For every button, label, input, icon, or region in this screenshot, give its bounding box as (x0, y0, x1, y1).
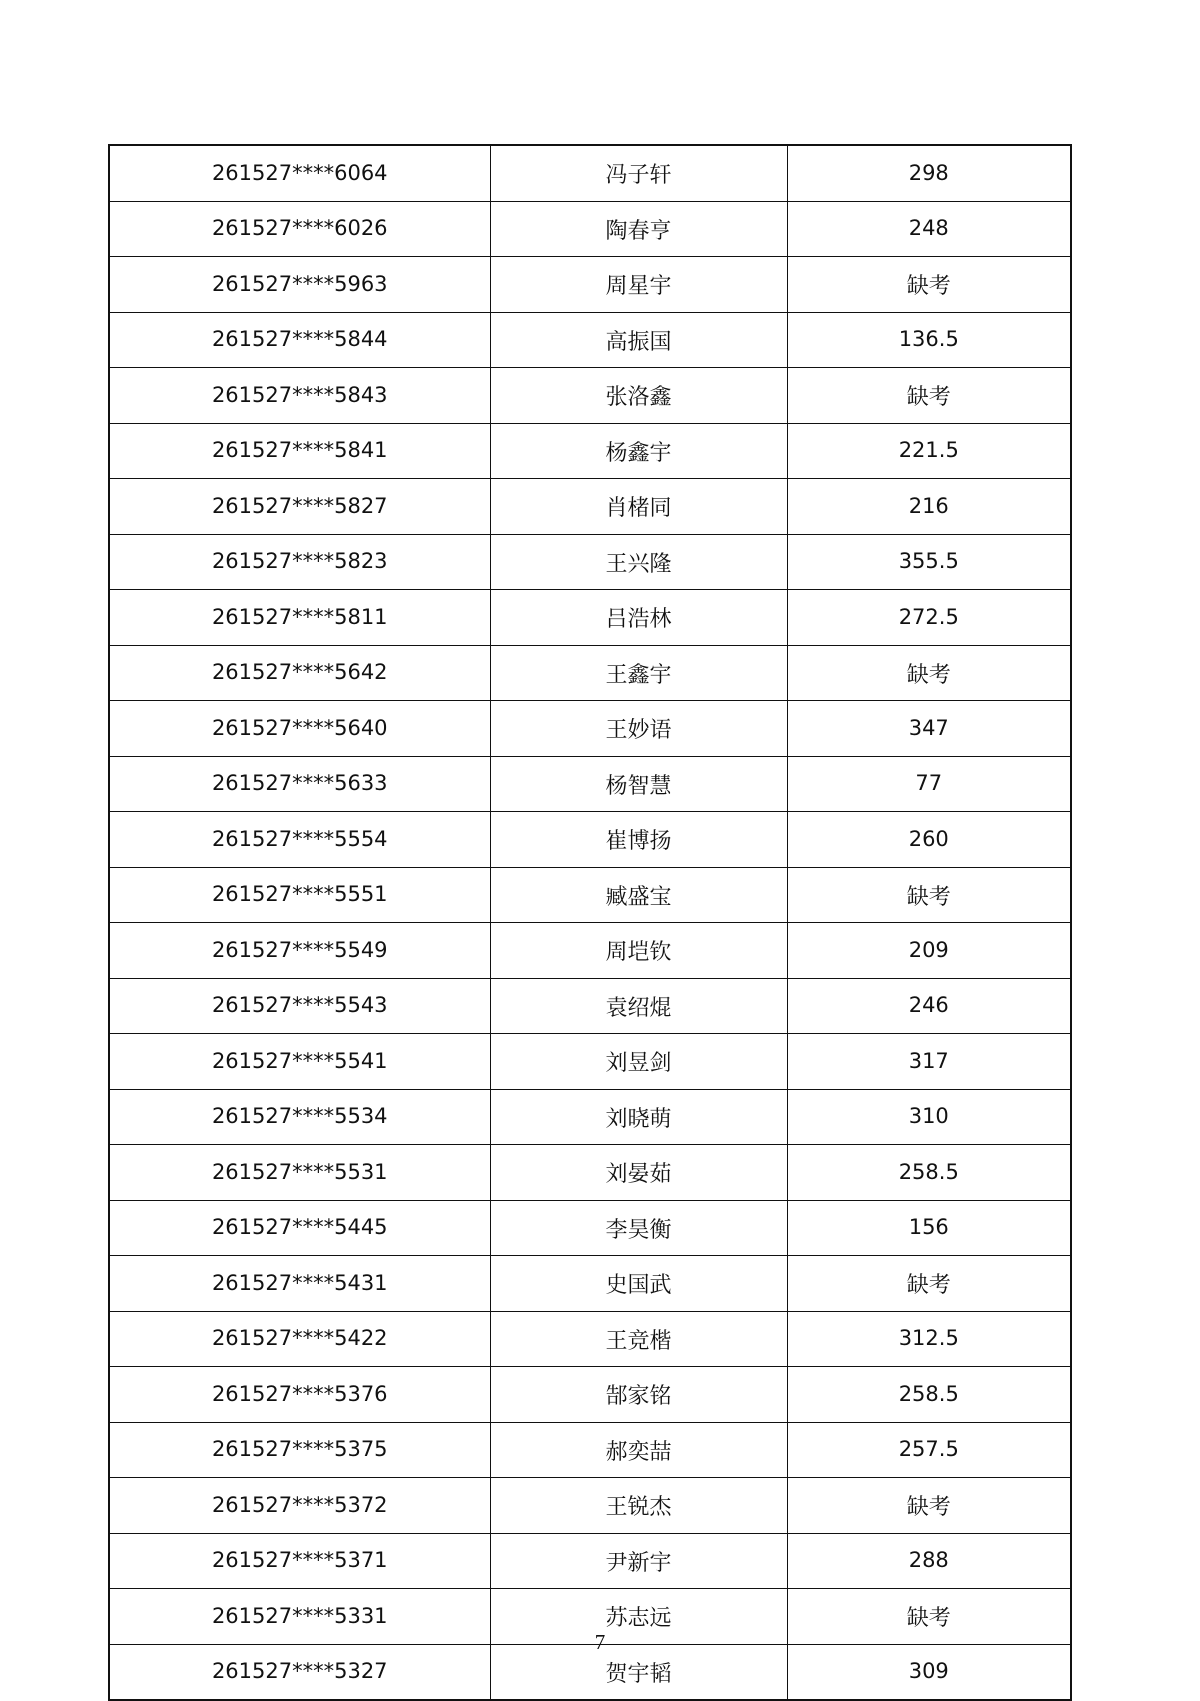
candidate-id-cell: 261527****5642 (109, 645, 490, 701)
score-cell: 246 (787, 978, 1071, 1034)
candidate-id-cell: 261527****5633 (109, 756, 490, 812)
table-row (109, 257, 1071, 313)
score-cell: 248 (787, 201, 1071, 257)
table-row (109, 756, 1071, 812)
candidate-name-cell: 周垲钦 (490, 923, 787, 979)
score-cell: 209 (787, 923, 1071, 979)
score-cell: 288 (787, 1533, 1071, 1589)
table-row (109, 1311, 1071, 1367)
candidate-name-cell: 王竞楷 (490, 1311, 787, 1367)
table-row (109, 1367, 1071, 1423)
score-cell: 347 (787, 701, 1071, 757)
score-cell: 355.5 (787, 534, 1071, 590)
score-cell: 缺考 (787, 368, 1071, 424)
candidate-name-cell: 郝奕喆 (490, 1422, 787, 1478)
candidate-id-cell: 261527****5551 (109, 867, 490, 923)
score-cell: 257.5 (787, 1422, 1071, 1478)
candidate-name-cell: 杨智慧 (490, 756, 787, 812)
candidate-id-cell: 261527****5543 (109, 978, 490, 1034)
candidate-name-cell: 高振国 (490, 312, 787, 368)
table-row (109, 1034, 1071, 1090)
candidate-id-cell: 261527****5534 (109, 1089, 490, 1145)
table-row (109, 145, 1071, 201)
table-row (109, 923, 1071, 979)
candidate-name-cell: 苏志远 (490, 1589, 787, 1645)
candidate-id-cell: 261527****5372 (109, 1478, 490, 1534)
candidate-name-cell: 刘晏茹 (490, 1145, 787, 1201)
candidate-name-cell: 肖楮同 (490, 479, 787, 535)
candidate-name-cell: 郜家铭 (490, 1367, 787, 1423)
table-row (109, 534, 1071, 590)
candidate-id-cell: 261527****5531 (109, 1145, 490, 1201)
candidate-id-cell: 261527****5823 (109, 534, 490, 590)
score-cell: 缺考 (787, 867, 1071, 923)
table-row (109, 1422, 1071, 1478)
candidate-id-cell: 261527****5843 (109, 368, 490, 424)
score-cell: 156 (787, 1200, 1071, 1256)
candidate-id-cell: 261527****5327 (109, 1644, 490, 1700)
candidate-name-cell: 张洛鑫 (490, 368, 787, 424)
candidate-name-cell: 王锐杰 (490, 1478, 787, 1534)
table-row (109, 312, 1071, 368)
score-cell: 260 (787, 812, 1071, 868)
candidate-name-cell: 袁绍焜 (490, 978, 787, 1034)
candidate-name-cell: 王妙语 (490, 701, 787, 757)
candidate-name-cell: 臧盛宝 (490, 867, 787, 923)
score-cell: 221.5 (787, 423, 1071, 479)
table-row (109, 701, 1071, 757)
score-cell: 缺考 (787, 1256, 1071, 1312)
candidate-id-cell: 261527****5963 (109, 257, 490, 313)
candidate-id-cell: 261527****5841 (109, 423, 490, 479)
score-cell: 310 (787, 1089, 1071, 1145)
table-row (109, 368, 1071, 424)
candidate-id-cell: 261527****5371 (109, 1533, 490, 1589)
candidate-name-cell: 冯子轩 (490, 145, 787, 201)
score-cell: 258.5 (787, 1367, 1071, 1423)
candidate-id-cell: 261527****5376 (109, 1367, 490, 1423)
candidate-id-cell: 261527****5811 (109, 590, 490, 646)
table-row (109, 645, 1071, 701)
score-cell: 317 (787, 1034, 1071, 1090)
candidate-id-cell: 261527****6064 (109, 145, 490, 201)
table-row (109, 978, 1071, 1034)
score-table (108, 144, 1072, 1701)
score-cell: 缺考 (787, 1478, 1071, 1534)
candidate-name-cell: 陶春亨 (490, 201, 787, 257)
candidate-id-cell: 261527****5431 (109, 1256, 490, 1312)
candidate-name-cell: 贺宇韬 (490, 1644, 787, 1700)
table-row (109, 479, 1071, 535)
score-cell: 312.5 (787, 1311, 1071, 1367)
candidate-name-cell: 刘晓萌 (490, 1089, 787, 1145)
candidate-id-cell: 261527****5331 (109, 1589, 490, 1645)
candidate-name-cell: 史国武 (490, 1256, 787, 1312)
score-table-body (109, 145, 1071, 1700)
score-cell: 缺考 (787, 1589, 1071, 1645)
candidate-name-cell: 尹新宇 (490, 1533, 787, 1589)
table-row (109, 1256, 1071, 1312)
candidate-id-cell: 261527****5640 (109, 701, 490, 757)
table-row (109, 201, 1071, 257)
candidate-id-cell: 261527****5422 (109, 1311, 490, 1367)
candidate-name-cell: 周星宇 (490, 257, 787, 313)
candidate-name-cell: 杨鑫宇 (490, 423, 787, 479)
candidate-name-cell: 李昊衡 (490, 1200, 787, 1256)
candidate-id-cell: 261527****5541 (109, 1034, 490, 1090)
candidate-name-cell: 崔博扬 (490, 812, 787, 868)
table-row (109, 867, 1071, 923)
candidate-id-cell: 261527****5375 (109, 1422, 490, 1478)
candidate-name-cell: 吕浩林 (490, 590, 787, 646)
score-cell: 136.5 (787, 312, 1071, 368)
candidate-id-cell: 261527****5827 (109, 479, 490, 535)
score-cell: 309 (787, 1644, 1071, 1700)
candidate-name-cell: 王兴隆 (490, 534, 787, 590)
table-row (109, 812, 1071, 868)
score-cell: 272.5 (787, 590, 1071, 646)
table-row (109, 1478, 1071, 1534)
score-cell: 216 (787, 479, 1071, 535)
score-cell: 77 (787, 756, 1071, 812)
table-row (109, 590, 1071, 646)
candidate-id-cell: 261527****5549 (109, 923, 490, 979)
candidate-id-cell: 261527****5554 (109, 812, 490, 868)
candidate-id-cell: 261527****6026 (109, 201, 490, 257)
table-row (109, 1089, 1071, 1145)
table-row (109, 1145, 1071, 1201)
page-number: 7 (594, 1630, 606, 1654)
candidate-name-cell: 刘昱剑 (490, 1034, 787, 1090)
score-cell: 缺考 (787, 645, 1071, 701)
score-cell: 298 (787, 145, 1071, 201)
table-row (109, 1533, 1071, 1589)
score-cell: 258.5 (787, 1145, 1071, 1201)
candidate-name-cell: 王鑫宇 (490, 645, 787, 701)
candidate-id-cell: 261527****5844 (109, 312, 490, 368)
table-row (109, 1200, 1071, 1256)
table-row (109, 423, 1071, 479)
score-cell: 缺考 (787, 257, 1071, 313)
candidate-id-cell: 261527****5445 (109, 1200, 490, 1256)
